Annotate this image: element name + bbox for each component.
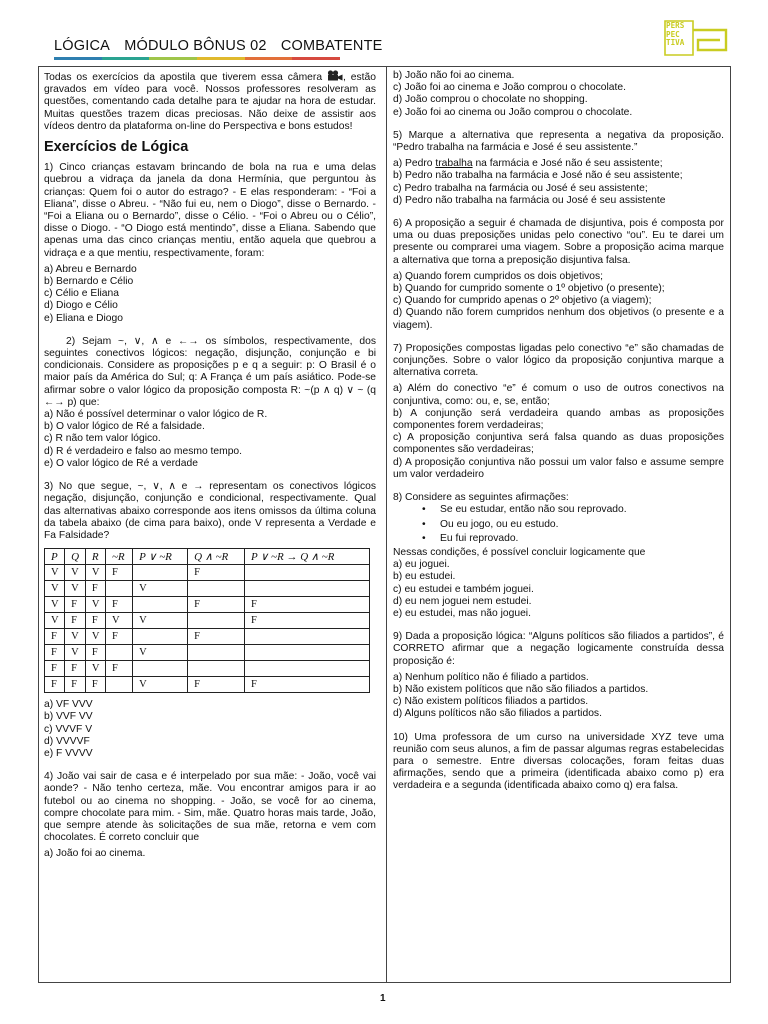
q5-option-a-underlined: trabalha [435, 158, 473, 170]
truth-table-cell [133, 661, 188, 677]
q4-option-d: d) João comprou o chocolate no shopping. [393, 94, 588, 106]
truth-table-cell: F [244, 677, 369, 693]
truth-table-cell: V [133, 645, 188, 661]
q8-bullet-item: • Ou eu jogo, ou eu estudo. [393, 519, 724, 531]
q2-option-d: d) R é verdadeiro e falso ao mesmo tempo. [44, 445, 243, 457]
header-subject: LÓGICA [54, 38, 110, 54]
truth-table-cell: F [188, 597, 245, 613]
truth-table-cell: F [85, 581, 105, 597]
q6-option-a: a) Quando forem cumpridos os dois objetivos; [393, 270, 604, 282]
truth-table-cell: F [45, 677, 65, 693]
truth-table-row [45, 629, 370, 645]
q8-option-c: c) eu estudei e também joguei. [393, 583, 534, 595]
q1-option-e: e) Eliana e Diogo [44, 312, 123, 324]
truth-table-cell [133, 565, 188, 581]
q6-option-c: c) Quando for cumprido apenas o 2º objetivo (a viagem); [393, 295, 652, 307]
q3-option-d: d) VVVVF [44, 735, 90, 747]
header-module: MÓDULO BÔNUS 02 [124, 38, 267, 54]
truth-table-row [45, 613, 370, 629]
truth-table-cell: V [85, 565, 105, 581]
truth-table-cell: V [105, 613, 132, 629]
truth-table-cell [244, 629, 369, 645]
truth-table-cell: F [105, 629, 132, 645]
truth-table-header: P ∨ ~R [133, 549, 188, 565]
q9-option-a: a) Nenhum político não é filiado a partidos. [393, 671, 589, 683]
truth-table-cell [133, 597, 188, 613]
q2-option-a: a) Não é possível determinar o valor lógico de R. [44, 409, 268, 421]
q2-option-e: e) O valor lógico de Ré a verdade [44, 457, 198, 469]
question-1-text: 1) Cinco crianças estavam brincando de bola na rua e uma delas quebrou a vidraça da janela da dona Hermínia, que perguntou às crianças: Quem foi o autor do estrago? - E elas responderam: - “Foi a Eliana”, disse o Abreu. - “Não fui eu, nem o Diogo”, disse o Bernardo. - “Foi a Eliana ou o Bernardo”, disse o Célio. - “Foi o Abreu ou o Célio”, disse o Diogo. - “O Diogo está mentindo”, disse a Eliana. Sabendo que apenas uma das cinco crianças mentiu, então aquela que quebrou a vidraça e a que mentiu, respectivamente, foram: [44, 162, 376, 259]
truth-table-cell: F [244, 597, 369, 613]
q5-option-c: c) Pedro trabalha na farmácia ou José é seu assistente; [393, 182, 648, 194]
q9-option-d: d) Alguns políticos não são filiados a partidos. [393, 708, 602, 720]
truth-table-cell: F [65, 597, 86, 613]
column-divider [386, 66, 387, 983]
truth-table-cell [188, 613, 245, 629]
truth-table-cell: V [133, 613, 188, 629]
logo-line-3: TIVA [666, 38, 685, 48]
page-header [40, 36, 383, 62]
truth-table [44, 548, 370, 693]
truth-table-cell: F [188, 629, 245, 645]
truth-table-cell [244, 645, 369, 661]
truth-table-cell: F [45, 645, 65, 661]
q8-option-b: b) eu estudei. [393, 571, 456, 583]
truth-table-header: Q [65, 549, 86, 565]
question-5-text: 5) Marque a alternativa que representa a negativa da proposição. “Pedro trabalha na farmácia e José é seu assistente.” [393, 129, 724, 154]
truth-table-header-row [45, 549, 370, 565]
section-title: Exercícios de Lógica [44, 139, 189, 156]
header-bar-segment [54, 57, 102, 60]
q3-option-a: a) VF VVV [44, 699, 93, 711]
q5-option-d: d) Pedro não trabalha na farmácia ou José é seu assistente [393, 194, 666, 206]
truth-table-cell [188, 661, 245, 677]
intro-text-after-icon: , estão gravados em vídeo para você. Nossos professores resolveram as questões, comentando cada detalhe para te ajudar na hora de estudar. Muitas questões trazem dicas preciosas. Não deixe de assistir aos vídeos dentro da plataforma on-line do Perspectiva e bons estudos! [44, 72, 376, 132]
q5-option-a [393, 158, 724, 170]
logo-frame-icon [664, 20, 728, 56]
truth-table-cell: F [45, 629, 65, 645]
q7-option-d: d) A proposição conjuntiva não possui um valor falso e assume sempre um valor verdadeiro [393, 456, 724, 480]
truth-table-header: P ∨ ~R → Q ∧ ~R [244, 549, 369, 565]
question-10-text: 10) Uma professora de um curso na universidade XYZ teve uma reunião com seus alunos, a fim de passar algumas regras estabelecidas para o semestre. Entre diversas colocações, foram feitas duas afirmações, sendo que a primeira (identificada abaixo como p) era verdadeira e a segunda (identificada abaixo como q) era falsa. [393, 731, 724, 792]
q7-option-c: c) A proposição conjuntiva será falsa quando as duas proposições componentes são verdadeiras; [393, 432, 724, 456]
truth-table-cell: V [65, 629, 86, 645]
truth-table-cell [244, 581, 369, 597]
q4-option-e: e) João foi ao cinema ou João comprou o chocolate. [393, 106, 633, 118]
question-2-text: 2) Sejam ~, ∨, ∧ e ←→ os símbolos, respectivamente, dos seguintes conectivos lógicos: negação, disjunção, conjunção e bi condicionais. Considere as proposições p e q a seguir: p: O Brasil é o maior país da América do Sul; q: A França é um país asiático. Pode-se afirmar sobre o valor lógico da proposição composta R: ~(p ∧ q) ∨ ~ (q ←→ p) que: [44, 335, 376, 408]
q6-option-d: d) Quando não forem cumpridos nenhum dos objetivos (o presente e a viagem). [393, 307, 724, 331]
header-bar-segment [149, 57, 197, 60]
q3-option-c: c) VVVF V [44, 723, 93, 735]
truth-table-cell: V [45, 597, 65, 613]
q1-option-c: c) Célio e Eliana [44, 288, 119, 300]
truth-table-cell: F [85, 613, 105, 629]
q1-option-b: b) Bernardo e Célio [44, 276, 134, 288]
right-column [393, 70, 724, 793]
q6-option-b: b) Quando for cumprido somente o 1º objetivo (o presente); [393, 283, 665, 295]
q8-bullet-item: • Eu fui reprovado. [393, 533, 724, 545]
truth-table-cell [133, 629, 188, 645]
q7-option-a: a) Além do conectivo “e” é comum o uso de outros conectivos na conjuntiva, como: ou, e, se, então; [393, 383, 724, 407]
question-4-text: 4) João vai sair de casa e é interpelado por sua mãe: - João, você vai aonde? - Não tenho certeza, mãe. Vou encontrar amigos para ir ao futebol ou ao cinema no shopping. - João, se você for ao cinema, compre chocolate para mim. - Sim, mãe. Quatro horas mais tarde, João, que sempre atende às solicitações de sua mãe, retorna e vem com chocolates. É correto concluir que [44, 771, 376, 844]
truth-table-cell: F [188, 565, 245, 581]
truth-table-cell [244, 661, 369, 677]
header-title [54, 38, 393, 54]
q8-option-a: a) eu joguei. [393, 559, 450, 571]
truth-table-cell [188, 645, 245, 661]
truth-table-cell: V [45, 565, 65, 581]
truth-table-cell: F [105, 597, 132, 613]
q5-option-b: b) Pedro não trabalha na farmácia e José não é seu assistente; [393, 170, 683, 182]
intro-paragraph [44, 70, 376, 133]
q8-option-e: e) eu estudei, mas não joguei. [393, 607, 531, 619]
truth-table-cell: V [85, 661, 105, 677]
q7-option-b: b) A conjunção será verdadeira quando ambas as proposições componentes forem verdadeiras; [393, 407, 724, 432]
truth-table-header: R [85, 549, 105, 565]
logo-line-2: PEC [666, 29, 680, 39]
truth-table-cell [188, 581, 245, 597]
logo-line-1: PERS [666, 21, 685, 30]
q4-option-c: c) João foi ao cinema e João comprou o chocolate. [393, 82, 626, 94]
truth-table-cell: V [65, 581, 86, 597]
question-6-text: 6) A proposição a seguir é chamada de disjuntiva, pois é composta por uma ou duas preposições unidas pelo conectivo “ou”. Eu te darei um presente ou comprarei uma viagem. Sobre a proposição acima marque a alternativa que torna a preposição disjuntiva falsa. [393, 218, 724, 266]
truth-table-cell: F [65, 661, 86, 677]
q5-option-a-pre: a) Pedro [393, 158, 436, 170]
header-bar-segment [102, 57, 150, 60]
truth-table-cell: V [65, 645, 86, 661]
truth-table-cell: V [85, 597, 105, 613]
truth-table-row [45, 565, 370, 581]
q4-option-b: b) João não foi ao cinema. [393, 70, 515, 81]
q2-option-c: c) R não tem valor lógico. [44, 433, 161, 445]
q8-option-d: d) eu nem joguei nem estudei. [393, 595, 532, 607]
truth-table-row [45, 645, 370, 661]
question-8-text-2: Nessas condições, é possível concluir logicamente que [393, 546, 646, 558]
perspectiva-logo [664, 20, 728, 56]
truth-table-cell: V [45, 581, 65, 597]
q1-option-a: a) Abreu e Bernardo [44, 263, 137, 275]
truth-table-cell [105, 677, 132, 693]
truth-table-cell: V [85, 629, 105, 645]
truth-table-cell: F [188, 677, 245, 693]
truth-table-row [45, 677, 370, 693]
header-color-bar [54, 57, 340, 60]
truth-table-cell: F [85, 645, 105, 661]
truth-table-cell: V [65, 565, 86, 581]
truth-table-cell: F [65, 613, 86, 629]
truth-table-cell: F [65, 677, 86, 693]
q9-option-c: c) Não existem políticos filiados a partidos. [393, 696, 589, 708]
truth-table-cell [244, 565, 369, 581]
q9-option-b: b) Não existem políticos que não são filiados a partidos. [393, 683, 649, 695]
q8-bullet-item: • Se eu estudar, então não sou reprovado. [393, 504, 724, 516]
left-column [44, 70, 376, 861]
truth-table-cell: F [105, 565, 132, 581]
truth-table-row [45, 597, 370, 613]
q4-option-a: a) João foi ao cinema. [44, 848, 146, 860]
header-bar-segment [197, 57, 245, 60]
truth-table-row [45, 581, 370, 597]
q3-option-b: b) VVF VV [44, 711, 93, 723]
truth-table-cell: F [244, 613, 369, 629]
truth-table-row [45, 661, 370, 677]
truth-table-cell: F [105, 661, 132, 677]
truth-table-cell: F [45, 661, 65, 677]
truth-table-cell [105, 581, 132, 597]
q2-option-b: b) O valor lógico de Ré a falsidade. [44, 421, 205, 433]
question-3-text: 3) No que segue, ~, ∨, ∧ e → representam os conectivos lógicos negação, disjunção, conjunção e condicional, respectivamente. Qual das alternativas abaixo corresponde aos itens omissos da última coluna da tabela abaixo (de cima para baixo), onde V representa a Verdade e Fa Falsidade? [44, 481, 376, 541]
truth-table-cell: V [45, 613, 65, 629]
page-number: 1 [380, 993, 386, 1004]
truth-table-header: P [45, 549, 65, 565]
truth-table-cell: F [85, 677, 105, 693]
question-8-text: 8) Considere as seguintes afirmações: [393, 492, 569, 504]
truth-table-cell [105, 645, 132, 661]
question-7-text: 7) Proposições compostas ligadas pelo conectivo “e” são chamadas de conjunções. Sobre o valor lógico da proposição conjuntiva marque a alternativa correta. [393, 342, 724, 379]
header-section: COMBATENTE [280, 38, 383, 54]
q5-option-a-post: na farmácia e José não é seu assistente; [472, 158, 663, 170]
intro-text-before-icon: Todas os exercícios da apostila que tiverem essa câmera [44, 72, 323, 83]
truth-table-cell: V [133, 677, 188, 693]
q1-option-d: d) Diogo e Célio [44, 300, 118, 312]
q8-bullet-list [393, 504, 724, 545]
truth-table-header: ~R [105, 549, 132, 565]
header-bar-segment [245, 57, 293, 60]
header-bar-segment [292, 57, 340, 60]
video-camera-icon [327, 70, 343, 81]
truth-table-header: Q ∧ ~R [188, 549, 245, 565]
question-9-text: 9) Dada a proposição lógica: “Alguns políticos são filiados a partidos”, é CORRETO afirmar que a negação logicamente construída dessa proposição é: [393, 631, 724, 667]
truth-table-cell: V [133, 581, 188, 597]
q3-option-e: e) F VVVV [44, 747, 93, 759]
